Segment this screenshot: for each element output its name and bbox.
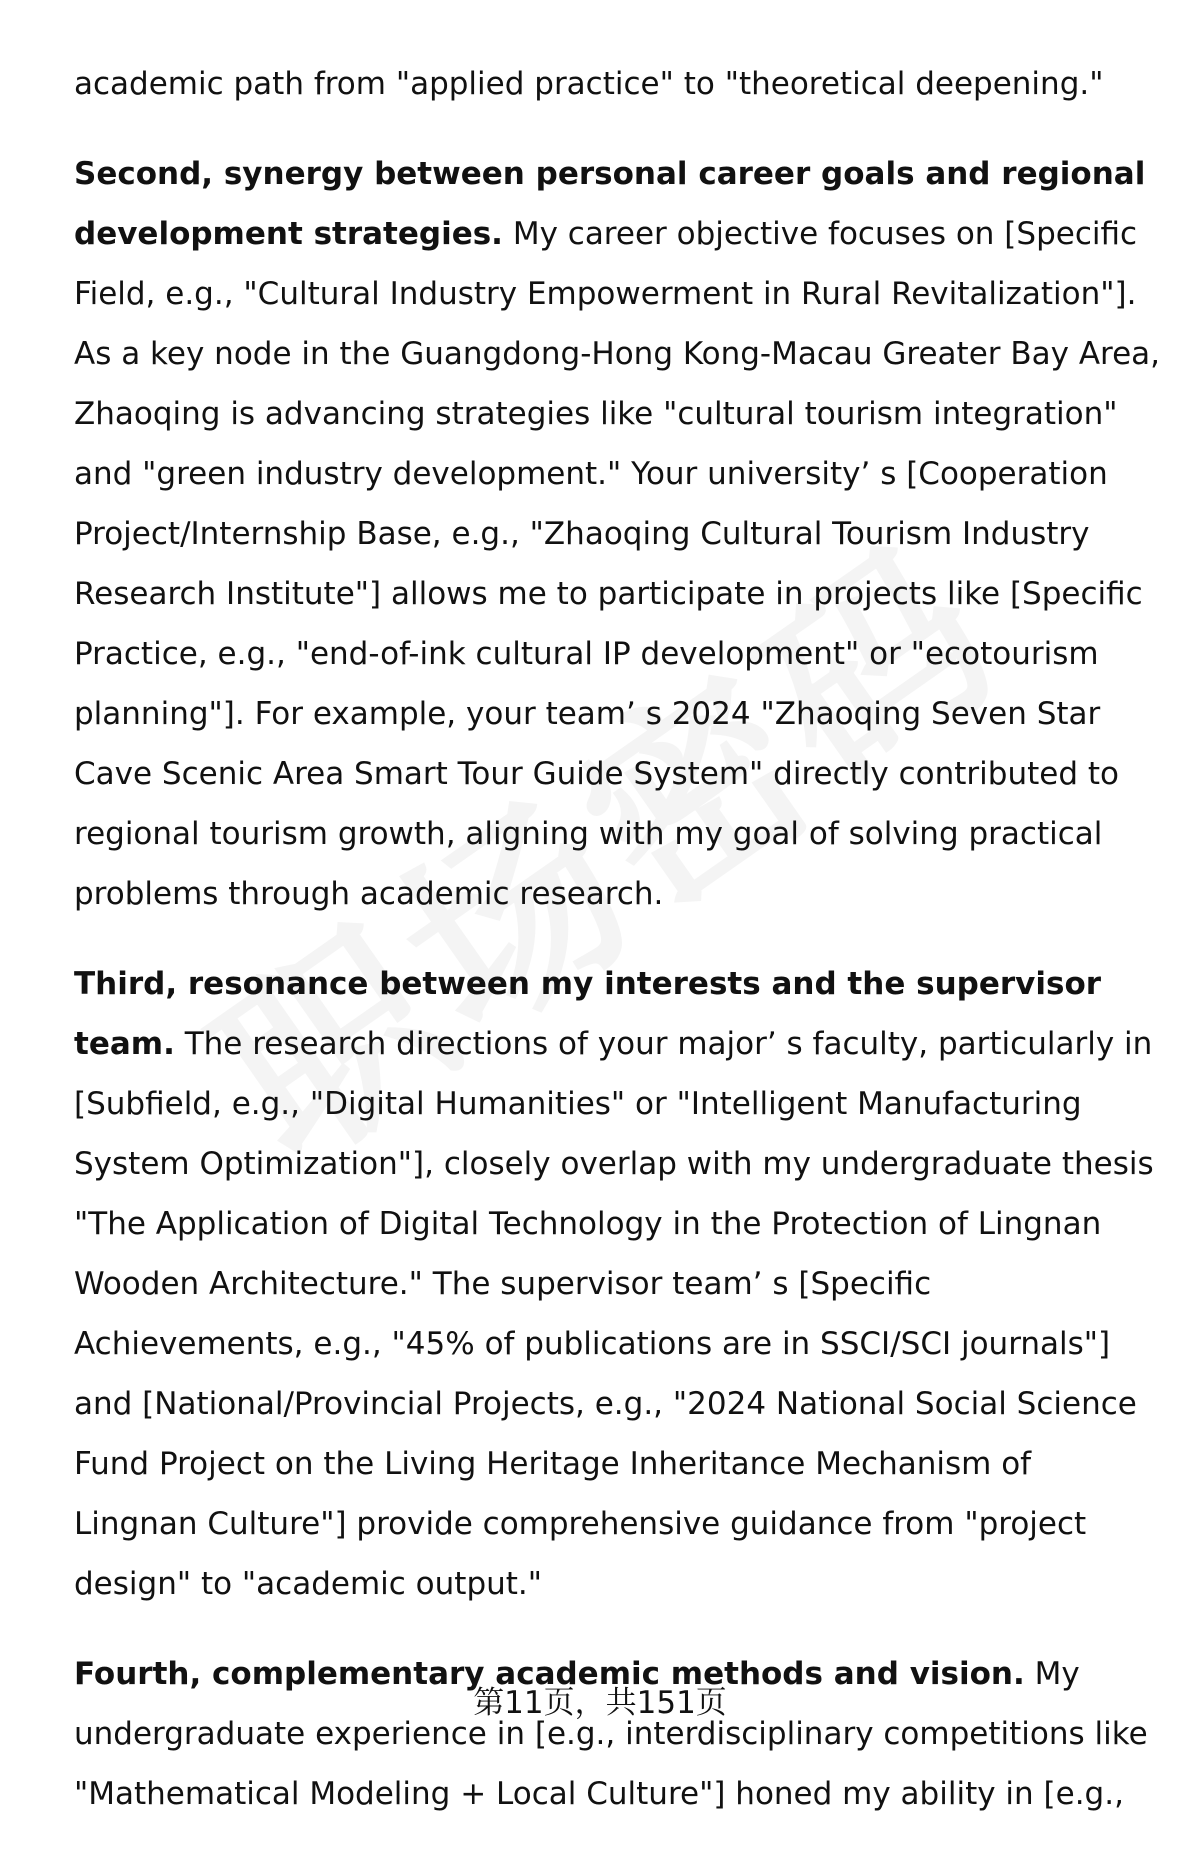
paragraph-lead: Fourth, complementary academic methods and vision.	[74, 1656, 1025, 1692]
paragraph-text: academic path from "applied practice" to "theoretical deepening."	[74, 66, 1104, 102]
paragraph-continuation	[74, 54, 1164, 114]
paragraph-text: My career objective focuses on [Specific Field, e.g., "Cultural Industry Empowerment in Rural Revitalization"]. As a key node in the Guangdong-Hong Kong-Macau Greater Bay Area, Zhaoqing is advancing strategies like "cultural tourism integration" and "green industry development." Your university’ s [Cooperation Project/Internship Base, e.g., "Zhaoqing Cultural Tourism Industry Research Institute"] allows me to participate in projects like [Specific Practice, e.g., "end-of-ink cultural IP development" or "ecotourism planning"]. For example, your team’ s 2024 "Zhaoqing Seven Star Cave Scenic Area Smart Tour Guide System" directly contributed to regional tourism growth, aligning with my goal of solving practical problems through academic research.	[74, 216, 1161, 912]
paragraph-third	[74, 954, 1164, 1614]
paragraph-text: My undergraduate experience in [e.g., interdisciplinary competitions like "Mathematical Modeling + Local Culture"] honed my ability in [e.g.,	[74, 1656, 1148, 1812]
paragraph-fourth	[74, 1644, 1164, 1824]
document-body	[74, 54, 1164, 1854]
paragraph-text: The research directions of your major’ s faculty, particularly in [Subfield, e.g., "Digital Humanities" or "Intelligent Manufacturing System Optimization"], closely overlap with my undergraduate thesis "The Application of Digital Technology in the Protection of Lingnan Wooden Architecture." The supervisor team’ s [Specific Achievements, e.g., "45% of publications are in SSCI/SCI journals"] and [National/Provincial Projects, e.g., "2024 National Social Science Fund Project on the Living Heritage Inheritance Mechanism of Lingnan Culture"] provide comprehensive guidance from "project design" to "academic output."	[74, 1026, 1154, 1602]
paragraph-second	[74, 144, 1164, 924]
page-number-footer: 第11页，共151页	[473, 1685, 727, 1721]
paragraph-lead: Second, synergy between personal career goals and regional development strategies.	[74, 156, 1146, 252]
paragraph-lead: Third, resonance between my interests and the supervisor team.	[74, 966, 1102, 1062]
